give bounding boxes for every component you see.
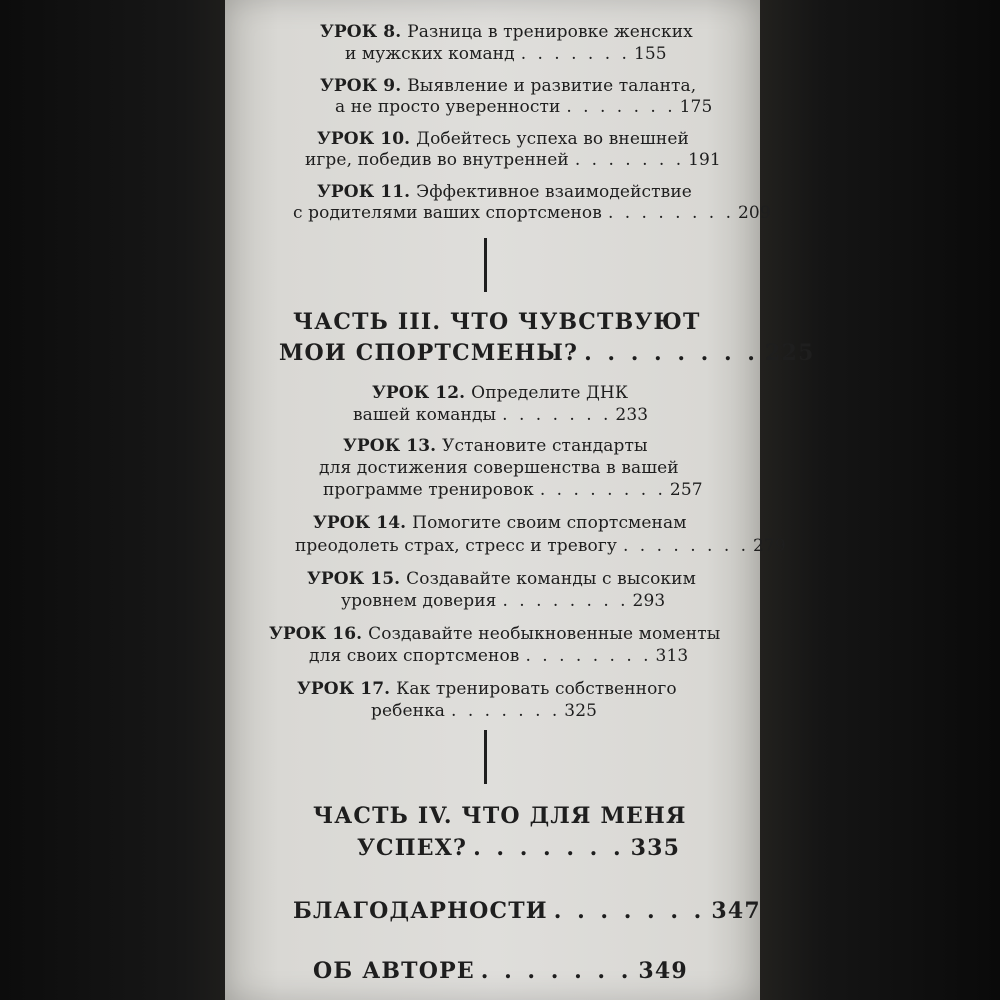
dark-background-right [760, 0, 1000, 1000]
toc-page-155: 155 [633, 44, 667, 64]
toc-lesson-10-line1: УРОК 10. Добейтесь успеха во внешней [317, 129, 689, 149]
toc-page-313: 313 [655, 646, 689, 666]
toc-lesson-17-line1: УРОК 17. Как тренировать собственного [297, 679, 677, 699]
toc-lesson-8-line2: и мужских команд . . . . . . . 155 [345, 44, 667, 64]
toc-page-293: 293 [632, 591, 666, 611]
toc-lesson-12-line1: УРОК 12. Определите ДНК [372, 383, 629, 403]
dark-background-left [0, 0, 230, 1000]
toc-page-191: 191 [688, 150, 721, 170]
toc-part-3-line2: МОИ СПОРТСМЕНЫ? . . . . . . . . 225 [279, 340, 815, 366]
toc-lesson-13-line2: для достижения совершенства в вашей [319, 458, 679, 478]
toc-page-175: 175 [679, 97, 713, 117]
toc-lesson-16-line1: УРОК 16. Создавайте необыкновенные моменты [269, 624, 721, 644]
toc-lesson-15-line1: УРОК 15. Создавайте команды с высоким [307, 569, 696, 589]
toc-page-335: 335 [630, 835, 681, 861]
toc-page-349: 349 [638, 958, 688, 984]
toc-page-209: 209 [738, 203, 771, 223]
section-divider-2 [484, 730, 487, 784]
toc-lesson-8-line1: УРОК 8. Разница в тренировке женских [320, 22, 693, 42]
toc-part-4-line1: ЧАСТЬ IV. ЧТО ДЛЯ МЕНЯ [313, 803, 687, 829]
toc-page-325: 325 [564, 701, 598, 721]
section-divider-1 [484, 238, 487, 292]
toc-page-225: 225 [764, 340, 815, 366]
toc-page-279: 279 [753, 536, 786, 556]
toc-page-233: 233 [615, 405, 649, 425]
toc-part-4-line2: УСПЕХ? . . . . . . . 335 [357, 835, 681, 861]
toc-about-author: ОБ АВТОРЕ . . . . . . . 349 [313, 958, 688, 984]
toc-lesson-14-line1: УРОК 14. Помогите своим спортсменам [313, 513, 687, 533]
toc-part-3-line1: ЧАСТЬ III. ЧТО ЧУВСТВУЮТ [293, 309, 701, 335]
toc-lesson-17-line2: ребенка . . . . . . . 325 [371, 701, 598, 721]
toc-lesson-9-line1: УРОК 9. Выявление и развитие таланта, [320, 76, 697, 96]
toc-lesson-14-line2: преодолеть страх, стресс и тревогу . . . . . . . . 279 [295, 536, 786, 556]
toc-lesson-11-line2: с родителями ваших спортсменов . . . . . . . . 209 [293, 203, 771, 223]
toc-lesson-13-line3: программе тренировок . . . . . . . . 257 [323, 480, 703, 500]
toc-lesson-16-line2: для своих спортсменов . . . . . . . . 313 [309, 646, 689, 666]
toc-acknowledgements: БЛАГОДАРНОСТИ . . . . . . . 347 [293, 898, 761, 924]
toc-lesson-10-line2: игре, победив во внутренней . . . . . . . 191 [305, 150, 721, 170]
toc-page-257: 257 [669, 480, 703, 500]
toc-lesson-9-line2: а не просто уверенности . . . . . . . 175 [335, 97, 713, 117]
toc-lesson-15-line2: уровнем доверия . . . . . . . . 293 [341, 591, 666, 611]
toc-lesson-11-line1: УРОК 11. Эффективное взаимодействие [317, 182, 692, 202]
book-page [225, 0, 815, 1000]
toc-page-347: 347 [711, 898, 761, 924]
toc-lesson-12-line2: вашей команды . . . . . . . 233 [353, 405, 649, 425]
toc-lesson-13-line1: УРОК 13. Установите стандарты [343, 436, 648, 456]
